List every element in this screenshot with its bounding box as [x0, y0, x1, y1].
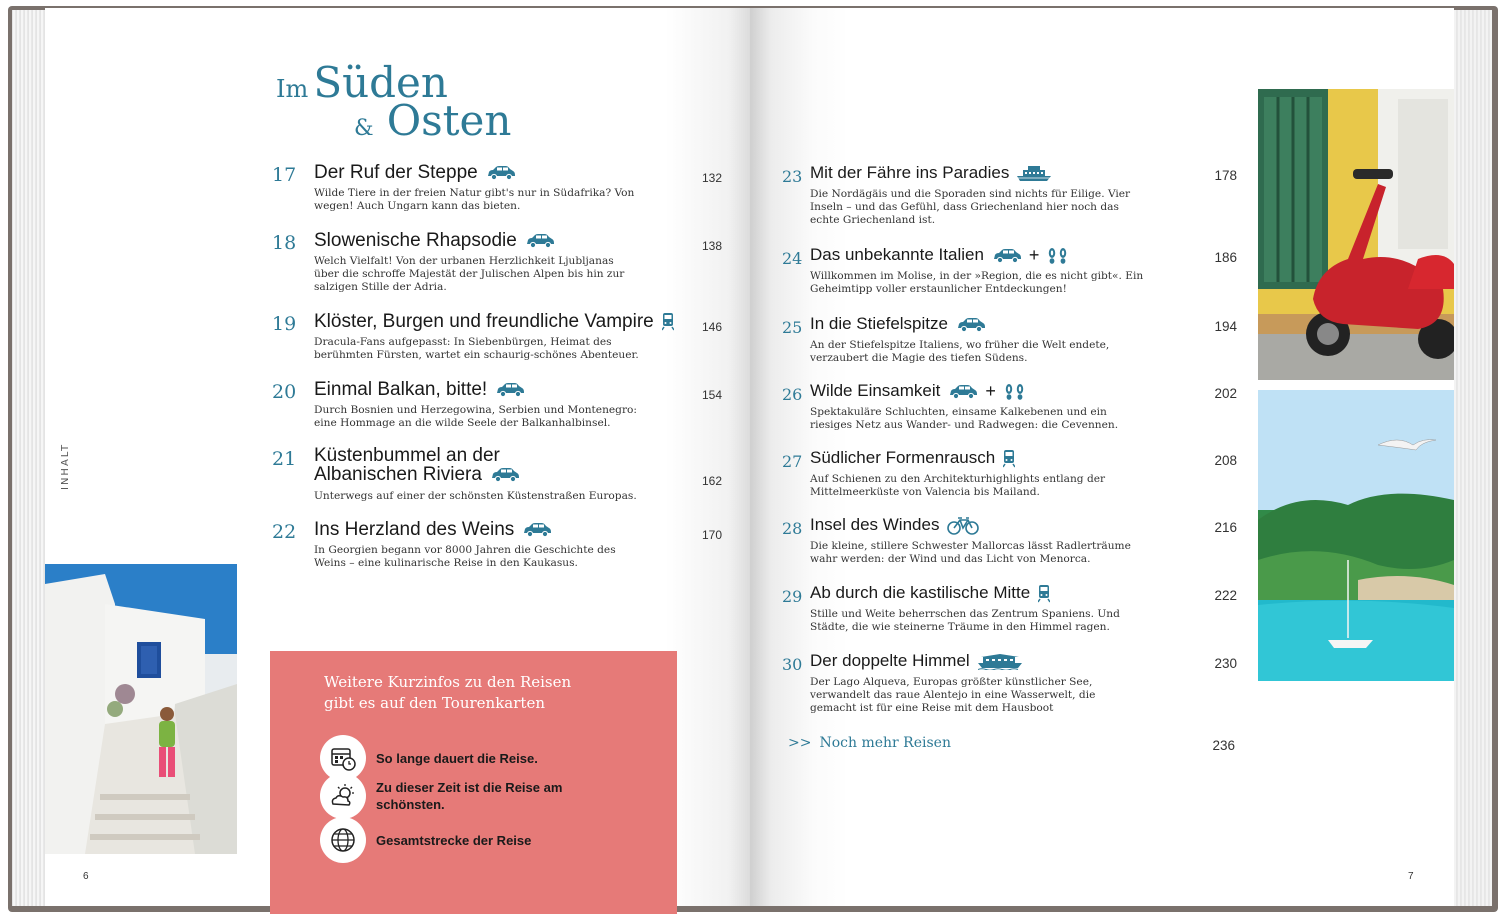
entry-number: 25 — [782, 318, 803, 337]
entry-description-line: verwandelt das raue Alentejo in eine Wasserwelt, die — [810, 689, 1096, 701]
entry-description-line: wegen! Auch Ungarn kann das bieten. — [314, 200, 521, 212]
houseboat-icon — [978, 654, 1022, 670]
entry-description-line: riesiges Netz aus Wander- und Radwegen: die Cevennen. — [810, 419, 1119, 431]
entry-description-line: Spektakuläre Schluchten, einsame Kalkebenen und ein — [810, 406, 1107, 418]
title-main2: Osten — [386, 96, 512, 145]
plus-sign: + — [985, 381, 996, 402]
entry-title-text: Der doppelte Himmel — [810, 651, 970, 670]
entry-title-text: Klöster, Burgen und freundliche Vampire — [314, 311, 654, 332]
entry-title — [810, 381, 1027, 402]
side-label — [50, 432, 90, 492]
entry-title-text: Südlicher Formenrausch — [810, 448, 996, 467]
entry-description — [314, 187, 694, 213]
car-icon — [522, 523, 552, 537]
entry-title-text: Der Ruf der Steppe — [314, 162, 478, 183]
bicycle-icon — [947, 517, 979, 535]
entry-description-line: An der Stiefelspitze Italiens, wo früher die Welt endete, — [810, 339, 1110, 351]
toc-entry-21[interactable] — [272, 446, 732, 526]
entry-title — [810, 583, 1050, 603]
entry-description-line: wahr werden: der Wind und das Licht von Menorca. — [810, 553, 1091, 565]
toc-entry-22[interactable] — [272, 519, 732, 599]
entry-page-number: 154 — [701, 388, 722, 402]
entry-description — [810, 339, 1195, 365]
ferry-icon — [1017, 166, 1051, 182]
sun-cloud-icon — [320, 773, 366, 819]
entry-page-number: 202 — [1214, 386, 1237, 401]
entry-description-line: verzaubert die Magie des tiefen Südens. — [810, 352, 1028, 364]
entry-title — [810, 448, 1015, 468]
toc-entry-24[interactable] — [782, 245, 1242, 325]
footprints-icon — [1003, 383, 1027, 401]
entry-description-line: Städte, die wie steinerne Träume in den Himmel ragen. — [810, 621, 1110, 633]
entry-number: 18 — [272, 232, 297, 254]
car-icon — [956, 318, 986, 332]
car-icon — [486, 166, 516, 180]
more-label: Noch mehr Reisen — [819, 735, 951, 751]
entry-description-line: salzigen Stille der Adria. — [314, 281, 447, 293]
entry-number: 21 — [272, 448, 297, 470]
train-icon — [1003, 450, 1015, 468]
car-icon — [490, 468, 520, 482]
entry-page-number: 208 — [1214, 453, 1237, 468]
entry-title — [314, 379, 525, 401]
entry-description-line: Mittelmeerküste von Valencia bis Mailand. — [810, 486, 1040, 498]
entry-description — [314, 404, 694, 430]
entry-description-line: eine Hommage an die wilde Seele der Balkanhalbinsel. — [314, 417, 611, 429]
info-row-season — [320, 773, 596, 819]
entry-description-line: Welch Vielfalt! Von der urbanen Herzlichkeit Ljubljanas — [314, 255, 614, 267]
entry-title-text: Slowenische Rhapsodie — [314, 230, 517, 251]
entry-description-line: Die Nordägäis und die Sporaden sind nichts für Eilige. Vier — [810, 188, 1131, 200]
entry-page-number: 194 — [1214, 319, 1237, 334]
car-icon — [525, 234, 555, 248]
more-travels-link[interactable] — [788, 735, 951, 751]
info-box — [270, 651, 677, 914]
car-icon — [948, 385, 978, 399]
entry-description — [314, 255, 694, 294]
entry-description-line: Der Lago Alqueva, Europas größter künstlicher See, — [810, 676, 1093, 688]
page-title-line2 — [354, 96, 511, 145]
page-edge-left — [12, 10, 45, 906]
page-number-right: 7 — [1408, 871, 1414, 882]
entry-title — [810, 314, 986, 334]
entry-title-text: In die Stiefelspitze — [810, 314, 948, 333]
entry-description-line: In Georgien begann vor 8000 Jahren die Geschichte des — [314, 544, 616, 556]
entry-description — [810, 608, 1195, 634]
plus-sign: + — [1028, 245, 1040, 266]
train-icon — [1038, 585, 1050, 603]
entry-description — [810, 188, 1195, 227]
car-icon — [495, 383, 525, 397]
page-number-left: 6 — [83, 871, 89, 882]
entry-description-line: Geheimtipp voller erstaunlicher Entdeckungen! — [810, 283, 1067, 295]
entry-description-line: Wilde Tiere in der freien Natur gibt's nur in Südafrika? Von — [314, 187, 635, 199]
entry-description — [810, 270, 1195, 296]
entry-description-line: Die kleine, stillere Schwester Mallorcas lässt Radlerträume — [810, 540, 1131, 552]
toc-entry-30[interactable] — [782, 651, 1242, 731]
entry-description — [314, 544, 694, 570]
entry-description-line: Inseln – und das Gefühl, dass Griechenland hier noch das — [810, 201, 1119, 213]
entry-number: 30 — [782, 655, 803, 674]
entry-description — [810, 540, 1195, 566]
entry-page-number: 222 — [1214, 588, 1237, 603]
entry-description — [810, 406, 1195, 432]
title-amp: & — [354, 116, 374, 141]
info-text-season: Zu dieser Zeit ist die Reise am schönsten. — [376, 780, 563, 812]
entry-page-number: 230 — [1214, 656, 1237, 671]
photo-red-scooter — [1258, 89, 1454, 380]
entry-number: 24 — [782, 249, 803, 268]
info-heading — [324, 672, 664, 714]
entry-page-number: 138 — [701, 239, 722, 253]
entry-description-line: Stille und Weite beherrschen das Zentrum Spaniens. Und — [810, 608, 1120, 620]
entry-title-line: Albanischen Riviera — [314, 465, 520, 484]
entry-number: 27 — [782, 452, 803, 471]
entry-title — [314, 519, 552, 541]
more-page-number: 236 — [1212, 738, 1235, 753]
entry-title-text: Ab durch die kastilische Mitte — [810, 583, 1031, 602]
entry-description — [810, 676, 1195, 715]
entry-title-text: Ins Herzland des Weins — [314, 519, 515, 540]
entry-description-line: echte Griechenland ist. — [810, 214, 936, 226]
entry-title — [810, 245, 1070, 266]
photo-turquoise-bay — [1258, 390, 1454, 681]
entry-description-line: Unterwegs auf einer der schönsten Küstenstraßen Europas. — [314, 490, 637, 502]
entry-title — [314, 311, 674, 333]
entry-title-line: Küstenbummel an der — [314, 445, 500, 466]
globe-icon — [320, 817, 366, 863]
entry-description — [810, 473, 1195, 499]
entry-number: 23 — [782, 167, 803, 186]
side-label-text: INHALT — [60, 442, 71, 490]
entry-title-text: Einmal Balkan, bitte! — [314, 379, 488, 400]
entry-number: 22 — [272, 521, 297, 543]
more-arrow: >> — [788, 735, 812, 751]
entry-number: 26 — [782, 385, 803, 404]
entry-number: 28 — [782, 519, 803, 538]
entry-description-line: über die schroffe Majestät der Julischen Alpen bis hin zur — [314, 268, 625, 280]
entry-title-text: Wilde Einsamkeit — [810, 381, 941, 400]
toc-entry-18[interactable] — [272, 230, 732, 310]
car-icon — [992, 249, 1022, 263]
entry-description — [314, 490, 694, 503]
entry-title — [810, 651, 1022, 671]
title-main1: Süden — [313, 58, 448, 107]
info-text-distance: Gesamtstrecke der Reise — [376, 832, 532, 848]
entry-page-number: 162 — [701, 474, 722, 488]
entry-number: 20 — [272, 381, 297, 403]
entry-page-number: 178 — [1214, 168, 1237, 183]
entry-number: 29 — [782, 587, 803, 606]
entry-title — [314, 446, 520, 484]
entry-description-line: Dracula-Fans aufgepasst: In Siebenbürgen, Heimat des — [314, 336, 612, 348]
toc-entry-23[interactable] — [782, 163, 1242, 243]
entry-title — [810, 163, 1051, 183]
entry-page-number: 170 — [701, 528, 722, 542]
entry-description-line: Weins – eine kulinarische Reise in den Kaukasus. — [314, 557, 578, 569]
entry-description-line: berühmten Fürsten, wartet ein schaurig-schönes Abenteuer. — [314, 349, 639, 361]
entry-description-line: Durch Bosnien und Herzegowina, Serbien und Montenegro: — [314, 404, 637, 416]
entry-description-line: gemacht ist für eine Reise mit dem Hausboot — [810, 702, 1054, 714]
entry-page-number: 186 — [1214, 250, 1237, 265]
entry-title-text: Das unbekannte Italien — [810, 245, 984, 264]
entry-number: 19 — [272, 313, 297, 335]
entry-description — [314, 336, 694, 362]
entry-title — [314, 162, 516, 184]
info-text-duration: So lange dauert die Reise. — [376, 750, 538, 766]
info-heading-line1: Weitere Kurzinfos zu den Reisen — [324, 673, 572, 691]
entry-title — [810, 515, 979, 535]
entry-description-line: Auf Schienen zu den Architekturhighlights entlang der — [810, 473, 1106, 485]
photo-greek-alley — [45, 564, 237, 854]
title-prefix: Im — [276, 75, 309, 103]
footprints-icon — [1046, 247, 1070, 265]
info-row-distance — [320, 817, 596, 863]
entry-number: 17 — [272, 164, 297, 186]
entry-title-text: Insel des Windes — [810, 515, 940, 534]
entry-page-number: 132 — [701, 171, 722, 185]
entry-title-text: Mit der Fähre ins Paradies — [810, 163, 1010, 182]
entry-page-number: 146 — [701, 320, 722, 334]
info-heading-line2: gibt es auf den Tourenkarten — [324, 694, 545, 712]
entry-page-number: 216 — [1214, 520, 1237, 535]
page-edge-right — [1454, 10, 1492, 906]
entry-title — [314, 230, 555, 252]
entry-description-line: Willkommen im Molise, in der »Region, die es nicht gibt«. Ein — [810, 270, 1144, 282]
